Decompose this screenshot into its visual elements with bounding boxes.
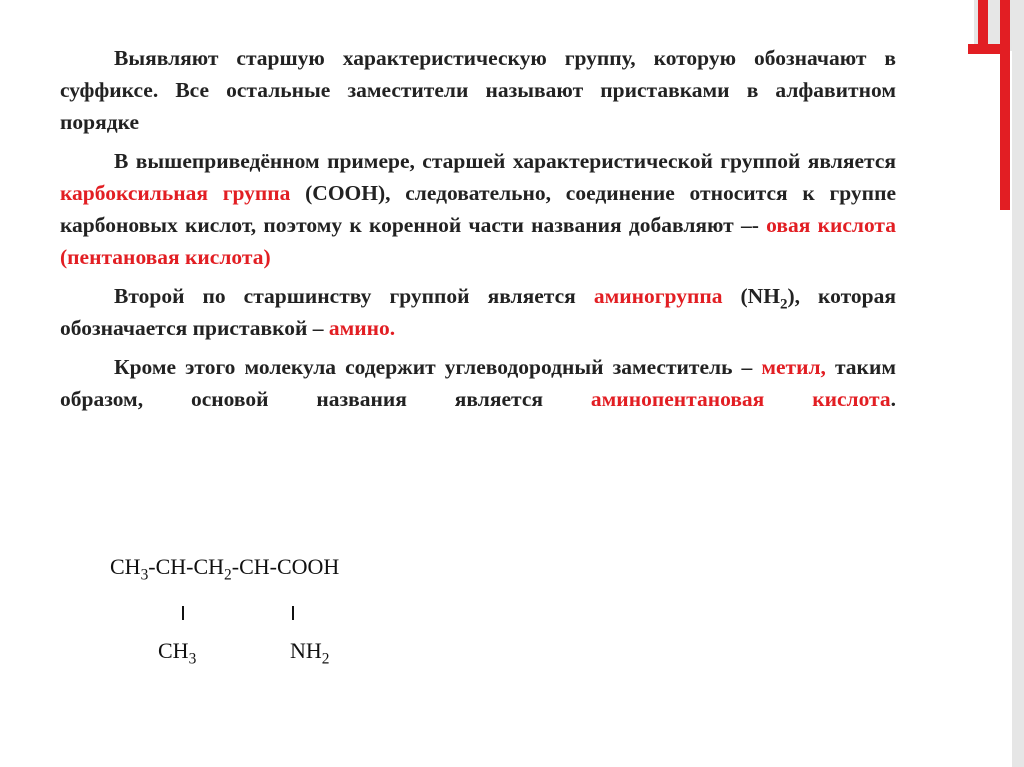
subscript: 3 — [140, 566, 149, 584]
paragraph-text: Выявляют старшую характеристическую группу, которую обозначают в суффиксе. Все остальные заместители называют приставками в алфавитном порядке — [60, 46, 896, 134]
formula-segment: -CH-CH — [148, 554, 225, 579]
highlight-methyl: метил, — [761, 355, 826, 379]
highlight-carboxyl-group: карбоксильная группа — [60, 181, 291, 205]
bond-line-methyl — [182, 606, 184, 620]
formula-segment: -CH-COOH — [231, 554, 340, 579]
subscript: 3 — [188, 650, 197, 668]
slide-text-body — [60, 42, 896, 422]
paragraph-text: . — [890, 387, 897, 411]
substituent-amino — [290, 638, 330, 668]
subscript: 2 — [779, 296, 788, 313]
formula-segment: CH — [158, 638, 189, 663]
paragraph-text: Кроме этого молекула содержит углеводородный заместитель – — [114, 355, 762, 379]
formula-segment: NH — [290, 638, 322, 663]
highlight-compound-name: аминопентановая кислота — [590, 387, 891, 411]
paragraph-text: Второй по старшинству группой является — [114, 284, 594, 308]
paragraph-text: ), которая обозначается приставкой – — [60, 284, 896, 340]
paragraph-senior-group — [60, 42, 896, 138]
subscript: 2 — [224, 566, 232, 584]
paragraph-text: В вышеприведённом примере, старшей характеристической группой является — [114, 149, 896, 173]
highlight-aminogroup: аминогруппа — [593, 284, 723, 308]
paragraph-amino-group — [60, 280, 896, 344]
paragraph-text: (СООН), следовательно, соединение относится к группе карбоновых кислот, поэтому к коренной части названия добавляют –- — [60, 181, 896, 237]
paragraph-example-carboxyl — [60, 145, 896, 273]
bond-line-amino — [292, 606, 294, 620]
highlight-acid-suffix: овая кислота (пентановая кислота) — [60, 213, 896, 269]
subscript: 2 — [321, 650, 330, 668]
structural-formula-main-chain — [110, 554, 340, 584]
formula-segment: CH — [110, 554, 141, 579]
paragraph-methyl — [60, 351, 896, 415]
paragraph-text: (NH — [722, 284, 780, 308]
highlight-amino-prefix: амино. — [328, 316, 396, 340]
paragraph-text: таким образом, основой названия является — [60, 355, 896, 411]
substituent-methyl — [158, 638, 197, 668]
